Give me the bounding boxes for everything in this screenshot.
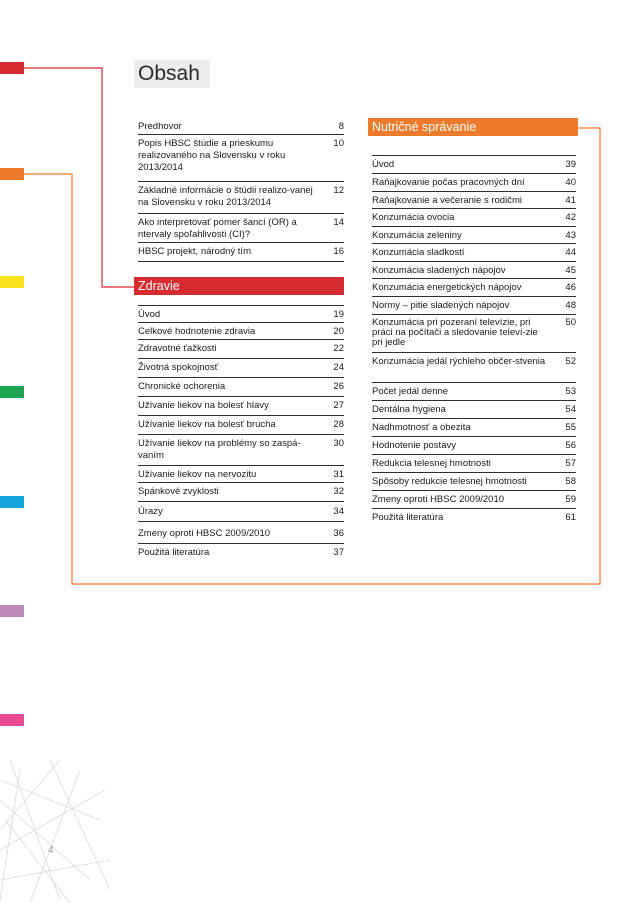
toc-page: 30 (333, 438, 344, 449)
decorative-pattern (0, 760, 110, 903)
toc-label: HBSC projekt, národný tím (138, 246, 251, 257)
toc-row[interactable] (372, 156, 576, 174)
toc-row[interactable] (372, 491, 576, 509)
toc-page: 44 (565, 247, 576, 258)
section-divider (372, 136, 576, 156)
toc-row[interactable] (372, 315, 576, 353)
toc-label: Spôsoby redukcie telesnej hmotnosti (372, 476, 527, 487)
toc-page: 46 (565, 282, 576, 293)
red-connector-line (24, 68, 134, 287)
toc-label: Zdravotné ťažkosti (138, 343, 217, 354)
toc-page: 57 (565, 458, 576, 469)
toc-row[interactable] (138, 435, 344, 466)
toc-row[interactable] (372, 279, 576, 297)
toc-row[interactable] (372, 353, 576, 383)
toc-page: 59 (565, 494, 576, 505)
toc-page: 43 (565, 230, 576, 241)
toc-label: Ako interpretovať pomer šancí (OR) a ntervaly spoľahlivosti (CI)? (138, 217, 297, 240)
toc-page: 39 (565, 159, 576, 170)
section-tab-pink[interactable] (0, 714, 24, 726)
toc-label: Konzumácia sladených nápojov (372, 265, 506, 276)
section-tab-green[interactable] (0, 386, 24, 398)
toc-page: 41 (565, 195, 576, 206)
toc-label: Užívanie liekov na bolesť hlavy (138, 400, 269, 411)
nutricne-list (372, 156, 576, 527)
toc-label: Zmeny oproti HBSC 2009/2010 (372, 494, 505, 505)
toc-page: 16 (333, 246, 344, 257)
toc-page: 20 (333, 326, 344, 337)
toc-page: 50 (565, 317, 576, 328)
toc-row[interactable] (372, 473, 576, 491)
section-tab-blue[interactable] (0, 496, 24, 508)
toc-page: 27 (333, 400, 344, 411)
toc-page: 42 (565, 212, 576, 223)
zdravie-list (138, 306, 344, 562)
toc-row[interactable] (138, 323, 344, 340)
toc-row[interactable] (372, 383, 576, 401)
toc-row[interactable] (372, 509, 576, 527)
page-number: 4 (48, 845, 54, 856)
toc-label: Životná spokojnosť (138, 362, 219, 373)
toc-row[interactable] (138, 416, 344, 435)
toc-page: 10 (333, 138, 344, 149)
toc-label: Raňajkovanie a večeranie s rodičmi (372, 195, 522, 206)
toc-label: Spánkové zvyklosti (138, 486, 219, 497)
toc-row[interactable] (138, 243, 344, 262)
toc-page: 53 (565, 386, 576, 397)
toc-row[interactable] (138, 306, 344, 323)
toc-label: Nadhmotnosť a obezita (372, 422, 471, 433)
toc-label: Úrazy (138, 506, 163, 517)
toc-label: Úvod (138, 309, 161, 320)
toc-row[interactable] (372, 227, 576, 244)
toc-row[interactable] (138, 214, 344, 243)
section-divider (138, 295, 344, 306)
toc-row[interactable] (372, 244, 576, 262)
page-title: Obsah (134, 60, 210, 88)
toc-row[interactable] (372, 262, 576, 279)
toc-row[interactable] (372, 297, 576, 315)
toc-label: Zmeny oproti HBSC 2009/2010 (138, 528, 271, 539)
toc-page: 34 (333, 506, 344, 517)
toc-row[interactable] (372, 401, 576, 419)
toc-row[interactable] (138, 378, 344, 397)
toc-label: Konzumácia energetických nápojov (372, 282, 522, 293)
toc-label: Konzumácia pri pozeraní televízie, pri práci na počítači a sledovanie televí-zie pri jedle (372, 317, 538, 348)
toc-row[interactable] (138, 525, 344, 544)
toc-page: 37 (333, 547, 344, 558)
toc-page: 45 (565, 265, 576, 276)
toc-page: 40 (565, 177, 576, 188)
toc-row[interactable] (372, 419, 576, 437)
toc-row[interactable] (138, 118, 344, 135)
toc-label: Popis HBSC štúdie a prieskumu realizovaného na Slovensku v roku 2013/2014 (138, 138, 286, 173)
toc-label: Dentálna hygiena (372, 404, 446, 415)
toc-page: 52 (565, 356, 576, 367)
intro-list (138, 118, 344, 262)
toc-page: 8 (338, 121, 344, 132)
toc-label: Redukcia telesnej hmotnosti (372, 458, 491, 469)
toc-right-column (372, 118, 576, 527)
toc-page: 61 (565, 512, 576, 523)
toc-page: 22 (333, 343, 344, 354)
toc-row[interactable] (372, 192, 576, 209)
toc-page: 14 (333, 217, 344, 228)
toc-label: Predhovor (138, 121, 182, 132)
toc-page: 55 (565, 422, 576, 433)
toc-row[interactable] (138, 397, 344, 416)
toc-left-column (138, 118, 344, 562)
toc-label: Počet jedál denne (372, 386, 449, 397)
toc-page: 58 (565, 476, 576, 487)
toc-row[interactable] (138, 359, 344, 378)
toc-row[interactable] (138, 135, 344, 182)
toc-label: Úvod (372, 159, 395, 170)
toc-label: Konzumácia zeleniny (372, 230, 462, 241)
toc-label: Použitá literatúra (138, 547, 210, 558)
toc-page: 24 (333, 362, 344, 373)
toc-page: 12 (333, 185, 344, 196)
toc-row[interactable] (372, 209, 576, 227)
toc-page: 54 (565, 404, 576, 415)
toc-row[interactable] (138, 182, 344, 214)
toc-label: Konzumácia jedál rýchleho občer-stvenia (372, 356, 546, 367)
section-heading-zdravie[interactable]: Zdravie (134, 277, 344, 295)
toc-page: 32 (333, 486, 344, 497)
toc-page: 56 (565, 440, 576, 451)
section-tab-yellow[interactable] (0, 276, 24, 288)
toc-page: 26 (333, 381, 344, 392)
toc-label: Hodnotenie postavy (372, 440, 456, 451)
toc-label: Užívanie liekov na problémy so zaspá-vaním (138, 438, 301, 461)
toc-row[interactable] (372, 437, 576, 455)
toc-label: Základné informácie o štúdii realizo-vanej na Slovensku v roku 2013/2014 (138, 185, 313, 208)
toc-row[interactable] (138, 483, 344, 502)
toc-page: 31 (333, 469, 344, 480)
section-heading-nutricne[interactable]: Nutričné správanie (368, 118, 578, 136)
section-tab-violet[interactable] (0, 605, 24, 617)
toc-row[interactable] (138, 340, 344, 359)
toc-row[interactable] (372, 455, 576, 473)
section-tab-red[interactable] (0, 62, 24, 74)
toc-label: Užívanie liekov na nervozitu (138, 469, 257, 480)
toc-row[interactable] (138, 502, 344, 522)
toc-page: 36 (333, 528, 344, 539)
toc-label: Normy – pitie sladených nápojov (372, 300, 510, 311)
toc-page: 48 (565, 300, 576, 311)
toc-label: Užívanie liekov na bolesť brucha (138, 419, 276, 430)
toc-row[interactable] (372, 174, 576, 192)
toc-label: Konzumácia sladkostí (372, 247, 465, 258)
toc-label: Raňajkovanie počas pracovných dní (372, 177, 525, 188)
toc-page: 28 (333, 419, 344, 430)
toc-page: 19 (333, 309, 344, 320)
toc-row[interactable] (138, 544, 344, 562)
toc-label: Použitá literatúra (372, 512, 444, 523)
toc-label: Konzumácia ovocia (372, 212, 455, 223)
section-tab-orange[interactable] (0, 168, 24, 180)
toc-row[interactable] (138, 466, 344, 483)
toc-label: Chronické ochorenia (138, 381, 226, 392)
toc-label: Celkové hodnotenie zdravia (138, 326, 256, 337)
